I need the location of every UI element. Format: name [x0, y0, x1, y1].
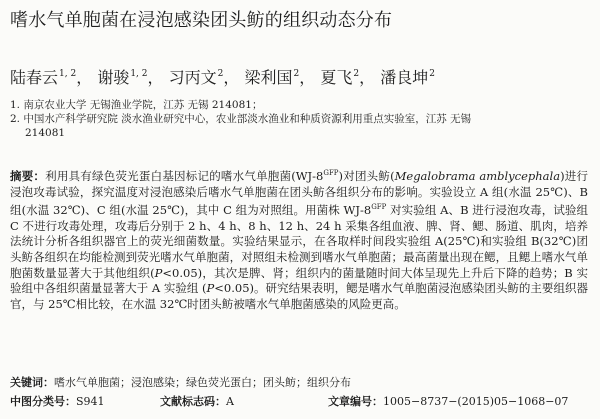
article-number: 文章编号：1005−8737−(2015)05−1068−07	[328, 395, 569, 408]
author: 谢骏$^{1, 2}$，	[97, 68, 164, 87]
author: 习丙文$^2$，	[168, 68, 240, 87]
affiliation-line: 214081	[25, 127, 66, 139]
document-code: 文献标志码：A	[160, 395, 234, 408]
author: 陆春云$^{1, 2}$，	[10, 68, 93, 87]
affiliation-line: 1. 南京农业大学 无锡渔业学院，江苏 无锡 214081；	[10, 99, 263, 111]
keywords-label: 关键词：	[10, 376, 54, 389]
affiliations	[10, 98, 590, 140]
author-affiliation-mark: 2	[217, 69, 224, 79]
clc-number: 中图分类号：S941	[10, 395, 105, 408]
abstract-label: 摘要：	[10, 169, 46, 183]
author-affiliation-mark: 2	[293, 69, 300, 79]
keywords	[10, 376, 590, 390]
author: 夏飞$^2$，	[320, 68, 376, 87]
author-list	[10, 64, 435, 88]
author-affiliation-mark: 1, 2	[130, 69, 148, 79]
species-name: Megalobrama amblycephala	[394, 169, 561, 183]
author-affiliation-mark: 2	[429, 69, 435, 79]
paper-title: 嗜水气单胞菌在浸泡感染团头鲂的组织动态分布	[10, 10, 393, 31]
author-affiliation-mark: 1, 2	[59, 69, 77, 79]
abstract: 摘要：利用具有绿色荧光蛋白基因标记的嗜水气单胞菌$(WJ-8^{GFP})$对团头鲂(Megalobrama amblycephala)进行浸泡攻毒试验，探究温度对浸泡感染后嗜水气单胞菌在团头鲂各组织分布的影响。实验设立 A 组(水温 25℃)、B 组(水温 32℃)、C 组(水温 25℃)，其中 C 组为对照组。用菌株 $WJ-8^{GFP}$ 对实验组 A、B 进行浸泡攻毒，试验组 C 不进行攻毒处理，攻毒后分别于 2 h、4 h、8 h、12 h、24 h 采集各组血液、脾、肾、鳃、肠道、肌肉，培养法统计分析各组织器官上的荧光细菌数量。实验结果显示，在各取样时间段实验组 A(25℃)和实验组 B(32℃)团头鲂各组织在均能检测到荧光嗜水气单胞菌，对照组未检测到嗜水气单胞菌；最高菌量出现在鳃，且鳃上嗜水气单胞菌数量显著大于其他组织(P<0.05)，其次是脾、肾；组织内的菌量随时间大体呈现先上升后下降的趋势；B 实验组中各组织菌量显著大于 A 实验组 (P<0.05)。研究结果表明，鳃是嗜水气单胞菌浸泡感染团头鲂的主要组织器官，与 25℃相比较，在水温 32℃时团头鲂被嗜水气单胞菌感染的风险更高。	[10, 169, 588, 311]
author-affiliation-mark: 2	[353, 69, 360, 79]
keywords-text: 嗜水气单胞菌；浸泡感染；绿色荧光蛋白；团头鲂；组织分布	[54, 376, 351, 389]
author: 潘良坤$^2$	[380, 68, 435, 87]
author: 梁利国$^2$，	[244, 68, 316, 87]
affiliation-line: 2. 中国水产科学研究院 淡水渔业研究中心，农业部淡水渔业和种质资源利用重点实验室，江苏 无锡	[10, 113, 472, 125]
